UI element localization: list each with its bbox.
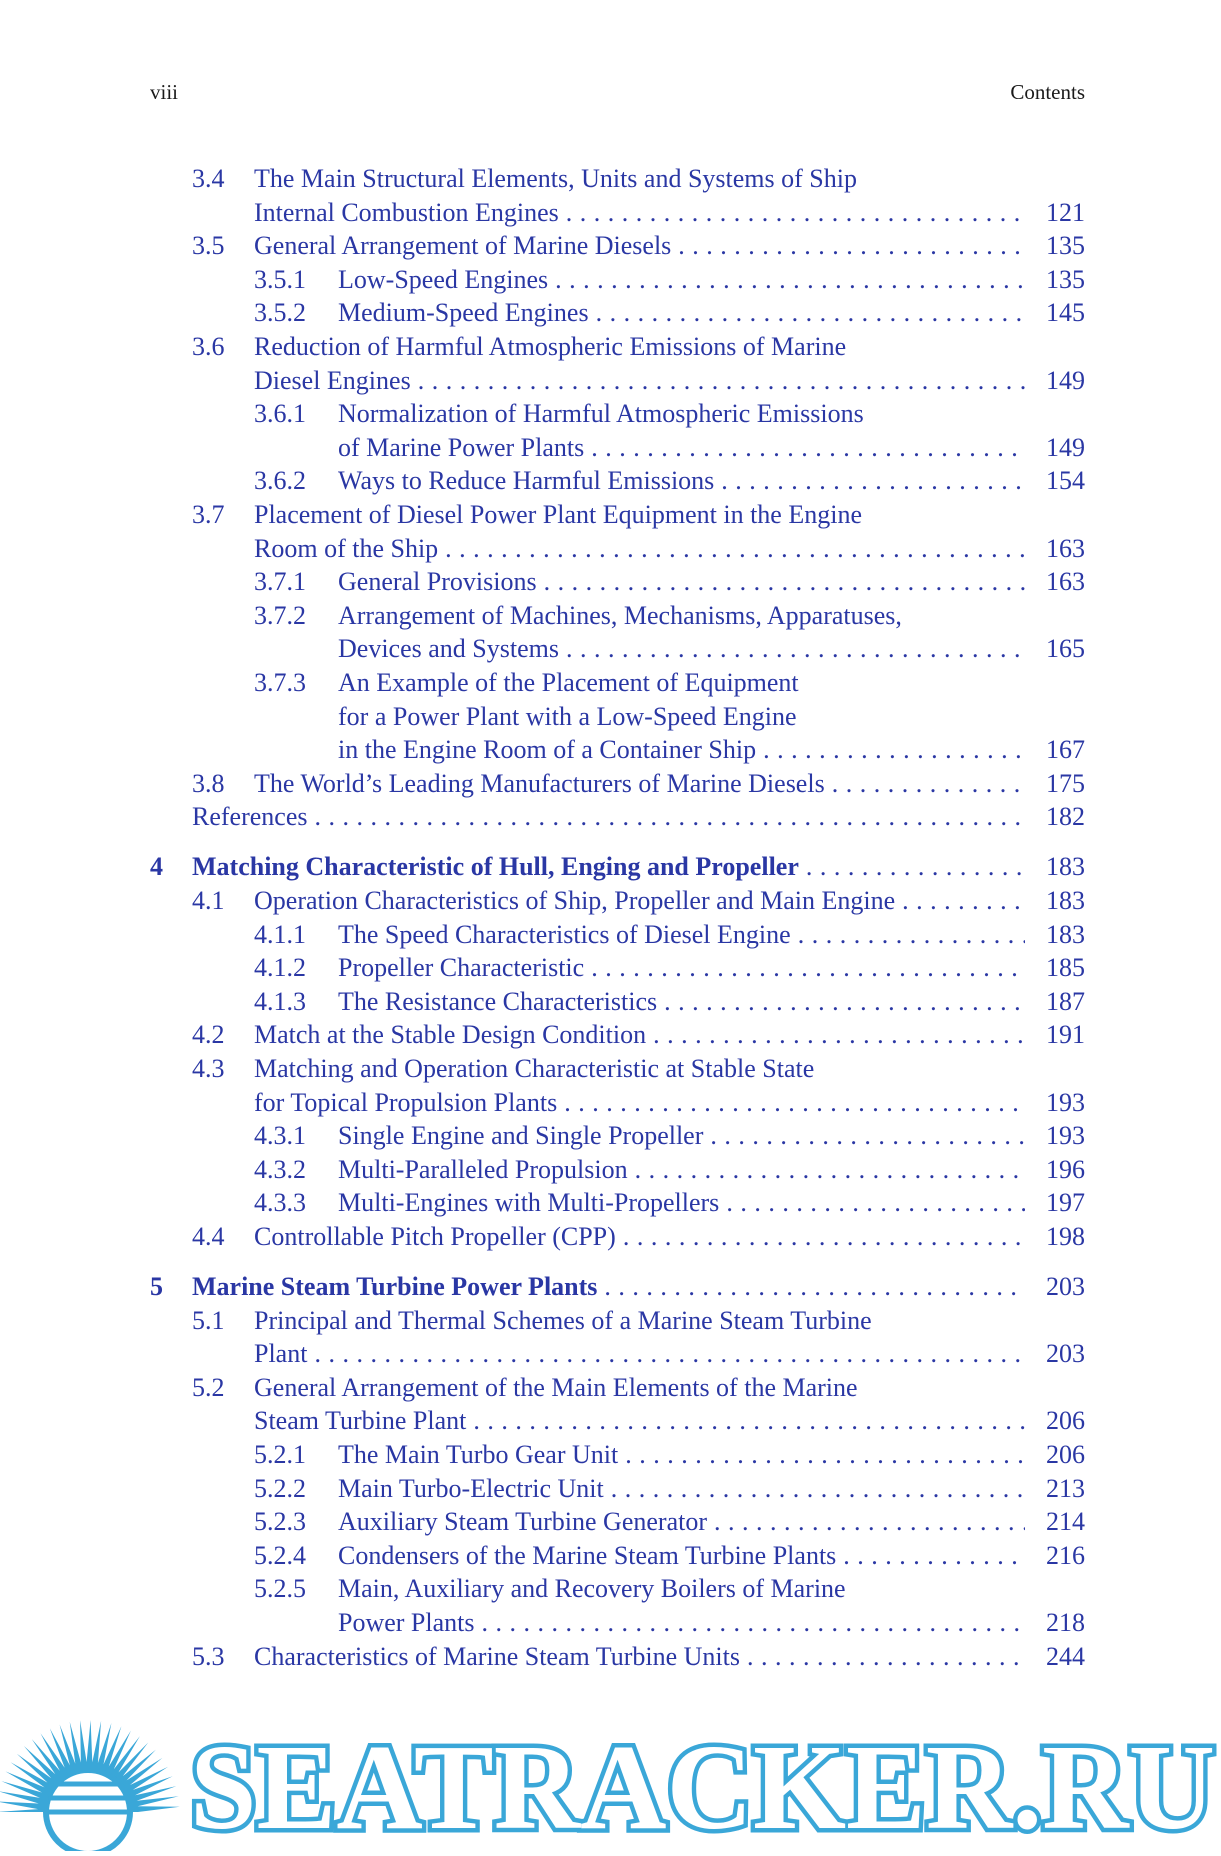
- toc-entry-page: 203: [1046, 1339, 1085, 1369]
- toc-entry-title: [254, 229, 1025, 263]
- toc-entry-number: 3.7: [192, 499, 225, 529]
- toc-entry-continuation[interactable]: [150, 532, 1085, 566]
- toc-entry-title-text: Match at the Stable Design Condition: [254, 1020, 647, 1050]
- toc-entry-page: 182: [1046, 802, 1085, 832]
- toc-entry-title: [338, 1539, 1025, 1573]
- toc-entry[interactable]: [150, 850, 1085, 884]
- toc-entry-title-text: General Arrangement of Marine Diesels: [254, 231, 672, 261]
- toc-entry-title: [338, 951, 1025, 985]
- toc-entry-number: 4.3: [192, 1053, 225, 1083]
- toc-entry-title-text: Marine Steam Turbine Power Plants: [192, 1272, 598, 1301]
- toc-entry[interactable]: [150, 1186, 1085, 1220]
- toc-entry-continuation[interactable]: [150, 364, 1085, 398]
- toc-entry-title-text: Low-Speed Engines: [338, 264, 549, 294]
- toc-entry-title: [254, 1086, 1025, 1120]
- toc-entry-page: 198: [1046, 1221, 1085, 1251]
- toc-entry-title-text: The Main Turbo Gear Unit: [338, 1439, 619, 1469]
- toc-entry[interactable]: [150, 666, 1085, 700]
- toc-entry-title: [254, 767, 1025, 801]
- toc-entry-title: [338, 985, 1025, 1019]
- toc-entry-title: [254, 1640, 1025, 1674]
- toc-entry-page: 216: [1046, 1540, 1085, 1570]
- toc-entry-page: 203: [1046, 1272, 1085, 1301]
- toc-entry[interactable]: [150, 884, 1085, 918]
- running-head-chapter: Contents: [1010, 80, 1085, 104]
- toc-entry[interactable]: [150, 1220, 1085, 1254]
- toc-entry-page: 175: [1046, 768, 1085, 798]
- toc-entry-page: 213: [1046, 1473, 1085, 1503]
- toc-entry[interactable]: [150, 565, 1085, 599]
- toc-entry[interactable]: [150, 1572, 1085, 1606]
- toc-entry-title-text: Propeller Characteristic: [338, 953, 585, 983]
- toc-entry-number: 3.6.1: [254, 399, 306, 429]
- toc-entry-page: 196: [1046, 1154, 1085, 1184]
- toc-entry-title: [338, 599, 1025, 633]
- toc-entry-title-text: Normalization of Harmful Atmospheric Emissions: [338, 399, 864, 429]
- toc-entry-continuation[interactable]: [150, 1337, 1085, 1371]
- toc-entry-title-text: Room of the Ship: [254, 533, 439, 563]
- toc-entry-title-text: Matching and Operation Characteristic at Stable State: [254, 1053, 815, 1083]
- table-of-contents: [150, 162, 1085, 1673]
- toc-entry-number: 5.2.4: [254, 1540, 306, 1570]
- toc-entry-title: [192, 800, 1025, 834]
- toc-entry-title-text: Auxiliary Steam Turbine Generator: [338, 1507, 707, 1537]
- toc-entry-title: [254, 884, 1025, 918]
- toc-entry-title-text: The Main Structural Elements, Units and Systems of Ship: [254, 164, 857, 193]
- toc-entry-page: 167: [1046, 735, 1085, 765]
- toc-entry-number: 4.1.2: [254, 953, 306, 983]
- toc-entry-page: 218: [1046, 1607, 1085, 1637]
- sun-icon: [0, 1720, 180, 1851]
- toc-entry-title-text: Multi-Paralleled Propulsion: [338, 1154, 628, 1184]
- toc-entry-page: 185: [1046, 953, 1085, 983]
- toc-entry-page: 214: [1046, 1507, 1085, 1537]
- toc-entry[interactable]: [150, 1018, 1085, 1052]
- toc-entry-title-text: General Provisions: [338, 567, 537, 597]
- toc-entry-number: 3.7.2: [254, 600, 306, 630]
- toc-entry-page: 206: [1046, 1406, 1085, 1436]
- toc-entry-page: 163: [1046, 567, 1085, 597]
- toc-entry-page: 183: [1046, 885, 1085, 915]
- toc-entry-title-text: References: [192, 802, 308, 832]
- toc-entry-page: 193: [1046, 1121, 1085, 1151]
- toc-entry-number: 5.2.2: [254, 1473, 306, 1503]
- toc-entry-title-text: The Resistance Characteristics: [338, 986, 658, 1016]
- toc-entry-continuation[interactable]: [150, 733, 1085, 767]
- watermark-text: SEATRACKER.RU: [190, 1720, 1215, 1851]
- toc-entry-title: [192, 850, 1025, 884]
- toc-entry-title-text: Placement of Diesel Power Plant Equipment in the Engine: [254, 499, 862, 529]
- toc-entry-number: 5.2: [192, 1372, 225, 1402]
- toc-entry-number: 4.4: [192, 1221, 225, 1251]
- toc-entry-title-text: Condensers of the Marine Steam Turbine Plants: [338, 1540, 837, 1570]
- toc-entry-number: 3.5: [192, 231, 225, 261]
- toc-entry[interactable]: [150, 1270, 1085, 1304]
- toc-entry-title: [338, 1505, 1025, 1539]
- toc-entry[interactable]: [150, 800, 1085, 834]
- toc-entry[interactable]: [150, 1153, 1085, 1187]
- toc-entry-page: 145: [1046, 298, 1085, 328]
- toc-entry-title-text: Arrangement of Machines, Mechanisms, Apparatuses,: [338, 600, 902, 630]
- toc-entry-title: [338, 666, 1025, 700]
- toc-entry[interactable]: [150, 1472, 1085, 1506]
- toc-entry-number: 3.6: [192, 331, 225, 361]
- toc-entry-number: 3.8: [192, 768, 225, 798]
- toc-entry-number: 3.5.1: [254, 264, 306, 294]
- toc-entry-title-text: Diesel Engines: [254, 365, 411, 395]
- toc-entry-number: 3.7.1: [254, 567, 306, 597]
- toc-entry-title-text: Plant: [254, 1339, 308, 1369]
- toc-entry[interactable]: [150, 918, 1085, 952]
- toc-entry[interactable]: [150, 767, 1085, 801]
- toc-entry-title: [338, 632, 1025, 666]
- toc-entry-page: 197: [1046, 1188, 1085, 1218]
- toc-entry-title: [254, 1018, 1025, 1052]
- toc-entry[interactable]: [150, 162, 1085, 196]
- toc-entry-continuation[interactable]: [150, 431, 1085, 465]
- toc-entry-continuation[interactable]: [150, 196, 1085, 230]
- toc-entry[interactable]: [150, 263, 1085, 297]
- toc-entry-title: [338, 464, 1025, 498]
- toc-entry-title-text: Principal and Thermal Schemes of a Marine Steam Turbine: [254, 1305, 872, 1335]
- toc-entry-number: 3.4: [192, 164, 225, 193]
- toc-entry-continuation[interactable]: [150, 1606, 1085, 1640]
- watermark: [0, 1700, 1221, 1851]
- toc-entry-title: [192, 1270, 1025, 1304]
- toc-entry-continuation[interactable]: [150, 632, 1085, 666]
- toc-entry-number: 5.2.1: [254, 1439, 306, 1469]
- toc-entry-page: 154: [1046, 466, 1085, 496]
- toc-entry-page: 121: [1046, 197, 1085, 227]
- toc-entry-title-text: General Arrangement of the Main Elements of the Marine: [254, 1372, 858, 1402]
- toc-entry-title-text: for Topical Propulsion Plants: [254, 1087, 558, 1117]
- toc-entry-number: 3.6.2: [254, 466, 306, 496]
- toc-entry-title-text: Internal Combustion Engines: [254, 197, 559, 227]
- toc-entry-title: [254, 196, 1025, 230]
- toc-entry-title: [254, 364, 1025, 398]
- toc-entry-title: [254, 162, 1025, 196]
- toc-entry-page: 149: [1046, 365, 1085, 395]
- toc-entry-title-text: Characteristics of Marine Steam Turbine Units: [254, 1641, 740, 1671]
- toc-entry-title-text: Main Turbo-Electric Unit: [338, 1473, 604, 1503]
- toc-entry-title-text: Power Plants: [338, 1607, 475, 1637]
- toc-entry-title: [338, 397, 1025, 431]
- toc-entry[interactable]: [150, 296, 1085, 330]
- toc-entry-title: [338, 296, 1025, 330]
- toc-entry-page: 206: [1046, 1439, 1085, 1469]
- toc-entry[interactable]: [150, 1505, 1085, 1539]
- toc-entry-number: 4.3.1: [254, 1121, 306, 1151]
- toc-entry-title-text: Devices and Systems: [338, 634, 559, 664]
- toc-entry-page: 135: [1046, 231, 1085, 261]
- toc-entry-title: [254, 1304, 1025, 1338]
- toc-entry-title: [338, 700, 1025, 734]
- toc-entry[interactable]: [150, 599, 1085, 633]
- toc-entry-title-text: for a Power Plant with a Low-Speed Engine: [338, 701, 797, 731]
- toc-entry-title: [338, 565, 1025, 599]
- toc-entry-number: 4.2: [192, 1020, 225, 1050]
- toc-entry-page: 244: [1046, 1641, 1085, 1671]
- toc-entry-number: 5.2.3: [254, 1507, 306, 1537]
- page-number: viii: [150, 80, 179, 104]
- toc-entry-page: 183: [1046, 852, 1085, 882]
- toc-entry-title-text: Main, Auxiliary and Recovery Boilers of Marine: [338, 1574, 846, 1604]
- toc-entry-title: [338, 1119, 1025, 1153]
- toc-entry-number: 4: [150, 852, 163, 882]
- toc-entry-title-text: Matching Characteristic of Hull, Enging and Propeller: [192, 852, 799, 882]
- toc-entry[interactable]: [150, 1371, 1085, 1405]
- toc-entry-page: 149: [1046, 432, 1085, 462]
- toc-entry-title-text: Reduction of Harmful Atmospheric Emissions of Marine: [254, 331, 847, 361]
- toc-entry-title-text: Steam Turbine Plant: [254, 1406, 467, 1436]
- toc-entry-continuation[interactable]: [150, 1086, 1085, 1120]
- toc-entry-title-text: Medium-Speed Engines: [338, 298, 589, 328]
- toc-entry-title: [254, 532, 1025, 566]
- toc-entry-number: 5.1: [192, 1305, 225, 1335]
- toc-entry-continuation[interactable]: [150, 700, 1085, 734]
- toc-entry-title: [338, 733, 1025, 767]
- toc-entry[interactable]: [150, 498, 1085, 532]
- toc-entry-number: 5.2.5: [254, 1574, 306, 1604]
- toc-entry-title-text: The Speed Characteristics of Diesel Engine: [338, 919, 791, 949]
- toc-entry-page: 163: [1046, 533, 1085, 563]
- toc-entry-title: [338, 1572, 1025, 1606]
- toc-entry[interactable]: [150, 1539, 1085, 1573]
- toc-entry[interactable]: [150, 985, 1085, 1019]
- toc-entry-page: 165: [1046, 634, 1085, 664]
- toc-entry-title-text: Operation Characteristics of Ship, Propeller and Main Engine: [254, 885, 896, 915]
- toc-entry-title-text: Ways to Reduce Harmful Emissions: [338, 466, 715, 496]
- toc-entry-number: 3.7.3: [254, 667, 306, 697]
- toc-entry[interactable]: [150, 951, 1085, 985]
- toc-entry-title: [338, 431, 1025, 465]
- toc-entry-number: 4.1: [192, 885, 225, 915]
- toc-entry-number: 4.1.1: [254, 919, 306, 949]
- toc-entry[interactable]: [150, 397, 1085, 431]
- toc-entry-number: 5: [150, 1272, 163, 1301]
- toc-entry-title: [338, 918, 1025, 952]
- toc-entry-title-text: in the Engine Room of a Container Ship: [338, 735, 757, 765]
- toc-entry-number: 5.3: [192, 1641, 225, 1671]
- toc-entry[interactable]: [150, 1052, 1085, 1086]
- toc-entry-page: 135: [1046, 264, 1085, 294]
- toc-entry[interactable]: [150, 464, 1085, 498]
- toc-entry-page: 183: [1046, 919, 1085, 949]
- toc-entry-title-text: The World’s Leading Manufacturers of Marine Diesels: [254, 768, 825, 798]
- toc-entry-number: 4.3.3: [254, 1188, 306, 1218]
- watermark-graphic: [0, 1700, 1221, 1851]
- toc-entry-title: [338, 1438, 1025, 1472]
- toc-entry-page: 191: [1046, 1020, 1085, 1050]
- toc-entry-number: 4.1.3: [254, 986, 306, 1016]
- toc-entry-title-text: Single Engine and Single Propeller: [338, 1121, 704, 1151]
- toc-entry-title: [254, 330, 1025, 364]
- toc-entry-title: [338, 1606, 1025, 1640]
- toc-entry[interactable]: [150, 229, 1085, 263]
- toc-entry-number: 3.5.2: [254, 298, 306, 328]
- toc-entry[interactable]: [150, 1438, 1085, 1472]
- toc-entry-title: [254, 1220, 1025, 1254]
- toc-entry[interactable]: [150, 330, 1085, 364]
- toc-entry-title: [254, 1404, 1025, 1438]
- toc-entry[interactable]: [150, 1640, 1085, 1674]
- toc-entry-title-text: Controllable Pitch Propeller (CPP): [254, 1221, 616, 1251]
- toc-entry[interactable]: [150, 1304, 1085, 1338]
- toc-entry-page: 187: [1046, 986, 1085, 1016]
- toc-entry-page: 193: [1046, 1087, 1085, 1117]
- toc-entry-title: [254, 498, 1025, 532]
- toc-entry-title: [338, 1153, 1025, 1187]
- toc-entry[interactable]: [150, 1119, 1085, 1153]
- toc-entry-title-text: An Example of the Placement of Equipment: [338, 667, 799, 697]
- toc-entry-title-text: of Marine Power Plants: [338, 432, 585, 462]
- toc-entry-title: [254, 1371, 1025, 1405]
- toc-entry-title: [338, 1186, 1025, 1220]
- toc-entry-continuation[interactable]: [150, 1404, 1085, 1438]
- toc-entry-title-text: Multi-Engines with Multi-Propellers: [338, 1188, 720, 1218]
- toc-entry-title: [254, 1337, 1025, 1371]
- toc-entry-number: 4.3.2: [254, 1154, 306, 1184]
- toc-entry-title: [254, 1052, 1025, 1086]
- toc-entry-title: [338, 263, 1025, 297]
- toc-entry-title: [338, 1472, 1025, 1506]
